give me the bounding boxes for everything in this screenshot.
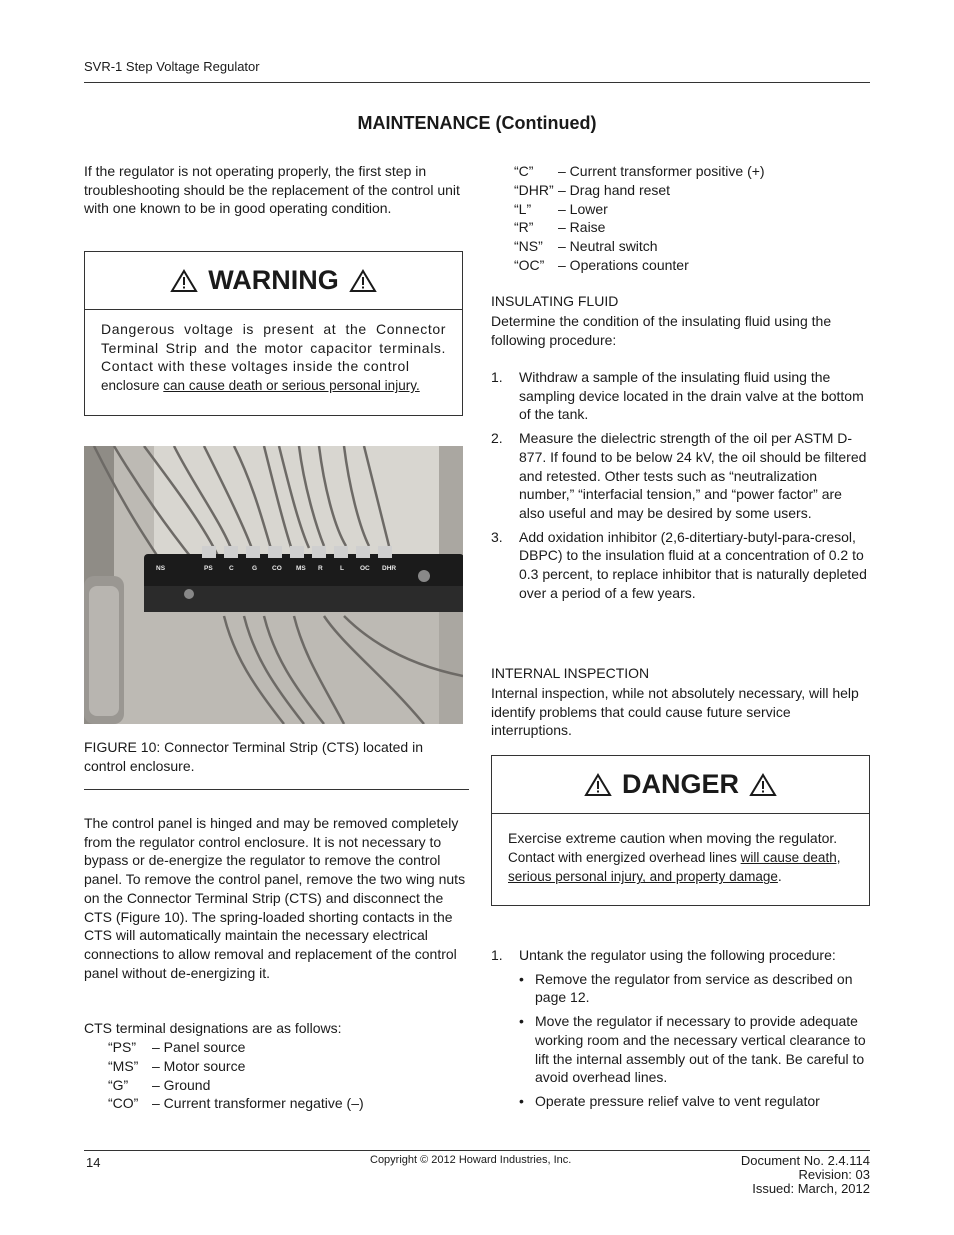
figure-10-photo — [84, 446, 463, 724]
terminal-label: OC — [360, 565, 370, 572]
header-rule — [84, 82, 870, 83]
danger-box — [491, 755, 870, 906]
terminal-label: L — [340, 565, 344, 572]
untank-bullets — [519, 970, 869, 1111]
internal-inspection-heading: INTERNAL INSPECTION — [491, 665, 650, 681]
terminal-label: R — [318, 565, 323, 572]
terminal-label: G — [252, 565, 258, 572]
terminal-label: C — [229, 565, 234, 572]
cts-term-code: “MS” — [108, 1057, 139, 1074]
procedure-step — [491, 368, 869, 424]
terminal-strip-illustration — [84, 446, 463, 724]
cts-term-row — [108, 1076, 364, 1095]
danger-triangle-icon — [584, 773, 612, 797]
cts-term-description: – Lower — [558, 200, 608, 217]
figure-caption-text: : Connector Terminal Strip (CTS) located in control enclosure. — [84, 739, 423, 774]
warning-header — [85, 252, 462, 310]
cts-intro: CTS terminal designations are as follows: — [84, 1020, 342, 1036]
cts-term-description: – Raise — [558, 219, 606, 236]
running-header: SVR-1 Step Voltage Regulator — [84, 59, 260, 74]
section-title: MAINTENANCE (Continued) — [357, 113, 597, 133]
terminal-label: PS — [204, 565, 213, 572]
terminal-label: MS — [296, 565, 306, 572]
cts-terms-right — [514, 162, 765, 275]
cts-term-description: – Motor source — [152, 1057, 246, 1074]
cts-term-description: – Operations counter — [558, 256, 689, 273]
cts-term-code: “R” — [514, 219, 534, 236]
procedure-step-text: Measure the dielectric strength of the oil per ASTM D-877. If found to be below 24 kV, the oil should be filtered and retested. Other tests such as “neutralization number,” “interfacial tension,” and “power factor” are also useful and may be desired by some users. — [519, 430, 867, 521]
cts-term-row — [108, 1057, 364, 1076]
danger-header — [492, 756, 869, 814]
untank-bullet-text: Move the regulator if necessary to provide adequate working room and the necessary vertical clearance to lift the internal assembly out of the tank. Be careful to avoid overhead lines. — [535, 1013, 866, 1086]
bullet-icon: • — [519, 1092, 524, 1109]
danger-triangle-icon — [749, 773, 777, 797]
figure-caption — [84, 738, 464, 776]
cts-terms-left — [108, 1038, 364, 1113]
document-revision: Revision: 03 — [798, 1167, 870, 1182]
intro-paragraph: If the regulator is not operating properly, the first step in troubleshooting should be the replacement of the control unit with one known to be in good operating condition. — [84, 163, 460, 217]
cts-term-row — [514, 256, 765, 275]
bullet-icon: • — [519, 1013, 524, 1030]
danger-underlined-text: will cause death, serious personal injury, and property damage — [508, 849, 841, 885]
cts-term-code: “CO” — [108, 1095, 139, 1112]
untank-bullet-text: Remove the regulator from service as described on page 12. — [535, 970, 853, 1006]
warning-title: WARNING — [208, 265, 339, 295]
warning-body — [85, 310, 462, 408]
insulating-fluid-intro: Determine the condition of the insulating fluid using the following procedure: — [491, 313, 832, 348]
cts-term-row — [108, 1038, 364, 1057]
figure-caption-label: FIGURE 10 — [84, 739, 157, 755]
cts-term-code: “C” — [514, 163, 534, 179]
internal-inspection-text: Internal inspection, while not absolutely necessary, will help identify problems that could cause future service interruptions. — [491, 685, 859, 739]
untank-procedure — [491, 946, 869, 1116]
danger-text: Exercise extreme caution when moving the regulator. — [508, 830, 838, 846]
cts-term-row — [514, 218, 765, 237]
danger-body — [492, 814, 869, 899]
insulating-fluid-heading: INSULATING FLUID — [491, 293, 619, 309]
terminal-label: DHR — [382, 565, 397, 572]
cts-term-description: – Current transformer positive (+) — [558, 163, 765, 179]
warning-text-continued: enclosure — [101, 378, 164, 394]
caption-rule — [84, 789, 469, 790]
procedure-step-number: 3. — [491, 528, 503, 545]
cts-term-row — [514, 200, 765, 219]
document-number: Document No. 2.4.114 — [740, 1153, 870, 1168]
cts-term-code: “DHR” — [514, 181, 554, 198]
cts-term-code: “G” — [108, 1076, 129, 1093]
cts-term-code: “L” — [514, 200, 532, 217]
cts-term-description: – Ground — [152, 1076, 211, 1093]
untank-step-number: 1. — [491, 947, 503, 963]
untank-bullet — [519, 1012, 869, 1087]
warning-box — [84, 251, 463, 416]
terminal-label: CO — [272, 565, 282, 572]
document-issued: Issued: March, 2012 — [752, 1181, 870, 1196]
procedure-step — [491, 528, 869, 603]
cts-term-row — [514, 162, 765, 181]
procedure-step-text: Add oxidation inhibitor (2,6-ditertiary-butyl-para-cresol, DBPC) to the insulation fluid at a concentration of 0.2 to 0.3 percent, to replace inhibitor that is naturally depleted over a period of a few years. — [519, 528, 867, 601]
procedure-step-number: 2. — [491, 430, 503, 447]
document-info — [741, 1154, 870, 1196]
cts-term-row — [514, 181, 765, 200]
page-number: 14 — [86, 1155, 101, 1170]
insulating-fluid-steps — [491, 368, 869, 607]
footer-rule — [84, 1150, 870, 1151]
danger-text-end: . — [777, 868, 782, 885]
untank-step-text: Untank the regulator using the following procedure: — [519, 947, 836, 963]
danger-text-continued: Contact with energized overhead lines — [508, 849, 741, 865]
copyright-notice: Copyright © 2012 Howard Industries, Inc. — [370, 1154, 572, 1166]
untank-bullet — [519, 970, 869, 1007]
bullet-icon: • — [519, 970, 524, 987]
terminal-label: NS — [156, 565, 166, 572]
cts-term-description: – Drag hand reset — [558, 181, 671, 198]
warning-triangle-icon — [170, 269, 198, 293]
untank-bullet — [519, 1092, 869, 1111]
procedure-step — [491, 429, 869, 523]
control-panel-paragraph: The control panel is hinged and may be removed completely from the regulator control enclosure. It is not necessary to bypass or de-energize the regulator to remove the control panel. To remove the control panel, remove the two wing nuts on the Connector Terminal Strip (CTS) and disconnect the CTS (Figure 10). The spring-loaded shorting contacts in the CTS will automatically maintain the necessary electrical connections to allow removal and replacement of the control panel without de-energizing it. — [84, 815, 466, 981]
untank-bullet-text: Operate pressure relief valve to vent regulator — [535, 1092, 820, 1109]
cts-term-code: “NS” — [514, 238, 543, 255]
warning-text: Dangerous voltage is present at the Connector Terminal Strip and the motor capacitor terminals. Contact with these voltages inside the control — [101, 321, 446, 375]
cts-term-row — [514, 237, 765, 256]
cts-term-description: – Panel source — [152, 1039, 246, 1055]
cts-term-row — [108, 1094, 364, 1113]
warning-triangle-icon — [349, 269, 377, 293]
procedure-step-text: Withdraw a sample of the insulating fluid using the sampling device located in the drain valve at the bottom of the tank. — [519, 369, 864, 423]
untank-step — [491, 946, 869, 965]
cts-term-description: – Neutral switch — [558, 238, 658, 255]
cts-term-code: “OC” — [514, 256, 545, 273]
cts-term-code: “PS” — [108, 1039, 136, 1055]
cts-term-description: – Current transformer negative (–) — [152, 1095, 364, 1112]
procedure-step-number: 1. — [491, 369, 503, 385]
warning-underlined-text: can cause death or serious personal injury. — [163, 378, 420, 394]
danger-title: DANGER — [621, 769, 739, 799]
